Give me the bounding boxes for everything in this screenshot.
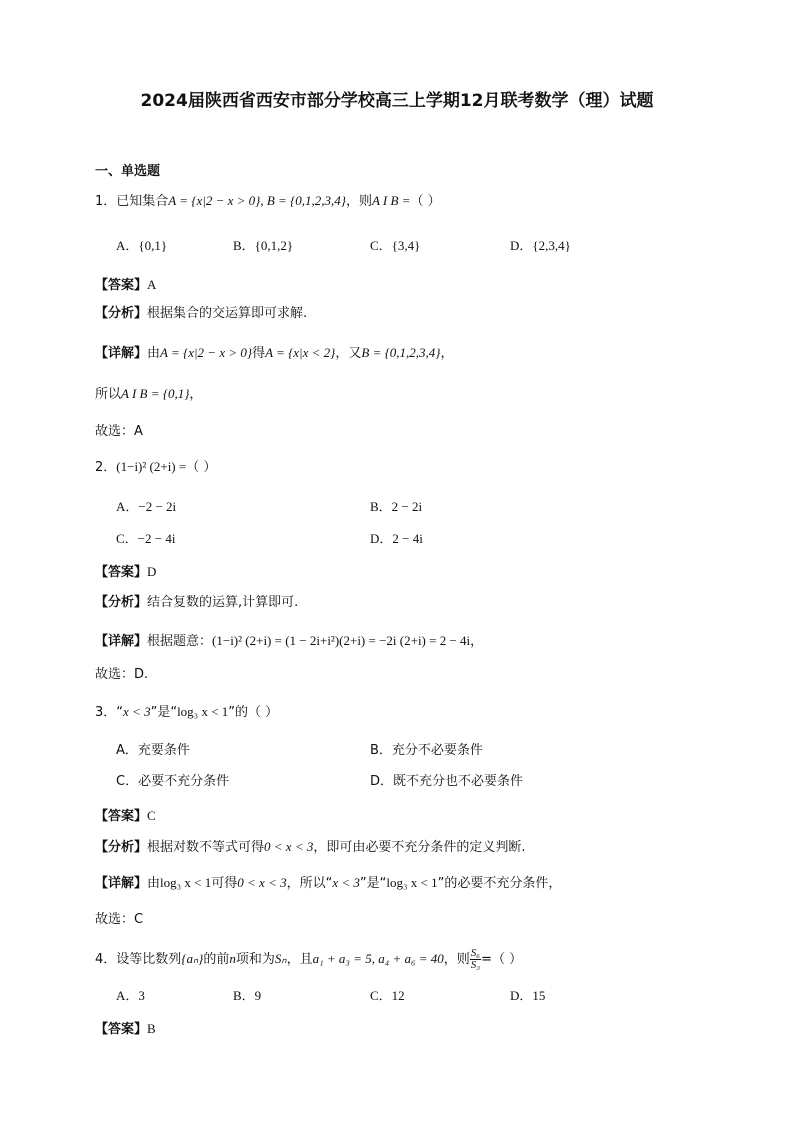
q1-option-a: A．{0,1} [116,238,168,253]
q2-option-d: D．2 − 4i [370,531,423,546]
q3-option-c: C．必要不充分条件 [116,774,230,789]
q4-option-c: C．12 [370,988,405,1003]
question-number: 1． [95,194,117,209]
question-1-stem: 1．已知集合A = {x|2 − x > 0}, B = {0,1,2,3,4}，则A I B =（ ） [95,193,441,209]
q1-option-d: D．{2,3,4} [510,238,571,253]
q1-option-c: C．{3,4} [370,238,421,253]
question-4-stem: 4．设等比数列{aₙ}的前n项和为Sₙ，且a₁ + a₃ = 5, a₄ + a₆ = 40，则 $\frac{\text{S₆}}{\text{S₃}}$ =（ ） [95,947,523,971]
math-expression: A I B = [371,193,411,208]
question-2-stem: 2．(1−i)² (2+i) =（ ） [95,459,217,475]
q1-answer: 【答案】A [95,277,157,293]
q3-option-a: A．充要条件 [116,743,190,758]
q4-option-b: B．9 [233,988,262,1003]
q2-analysis: 【分析】结合复数的运算,计算即可. [95,595,299,610]
q3-detail: 【详解】由log₃ x < 1可得0 < x < 3，所以“x < 3”是“log₃ x < 1”的必要不充分条件， [95,875,562,891]
question-3-stem: 3．“x < 3”是“log₃ x < 1”的（ ） [95,704,279,720]
section-heading: 一、单选题 [95,164,161,179]
q4-option-d: D．15 [510,988,546,1003]
page-title: 2024届陕西省西安市部分学校高三上学期12月联考数学（理）试题 [140,91,654,111]
q3-choose: 故选：C [95,912,144,927]
fraction: $\frac{\text{S₆}}{\text{S₃}}$ [470,947,481,971]
q1-detail: 【详解】由A = {x|2 − x > 0}得A = {x|x < 2}，又B = {0,1,2,3,4}， [95,345,454,361]
q3-analysis: 【分析】根据对数不等式可得0 < x < 3，即可由必要不充分条件的定义判断. [95,839,526,855]
q4-answer: 【答案】B [95,1021,156,1037]
q1-choose: 故选：A [95,424,143,439]
q2-answer: 【答案】D [95,564,157,580]
math-expression: A = {x|2 − x > 0}, B = {0,1,2,3,4} [168,193,346,208]
q2-choose: 故选：D. [95,667,149,682]
q2-option-b: B．2 − 2i [370,499,423,514]
math-expression: (1−i)² (2+i) = [116,459,187,474]
q2-option-a: A．−2 − 2i [116,499,177,514]
q2-option-c: C．−2 − 4i [116,531,176,546]
q1-analysis: 【分析】根据集合的交运算即可求解. [95,306,308,321]
q1-detail-line2: 所以A I B = {0,1}， [95,386,203,402]
q2-detail: 【详解】根据题意：(1−i)² (2+i) = (1 − 2i+i²)(2+i) = −2i (2+i) = 2 − 4i， [95,633,484,649]
q3-option-d: D．既不充分也不必要条件 [370,774,524,789]
q4-option-a: A．3 [116,988,145,1003]
q3-option-b: B．充分不必要条件 [370,743,483,758]
q1-option-b: B．{0,1,2} [233,238,294,253]
q3-answer: 【答案】C [95,808,156,824]
